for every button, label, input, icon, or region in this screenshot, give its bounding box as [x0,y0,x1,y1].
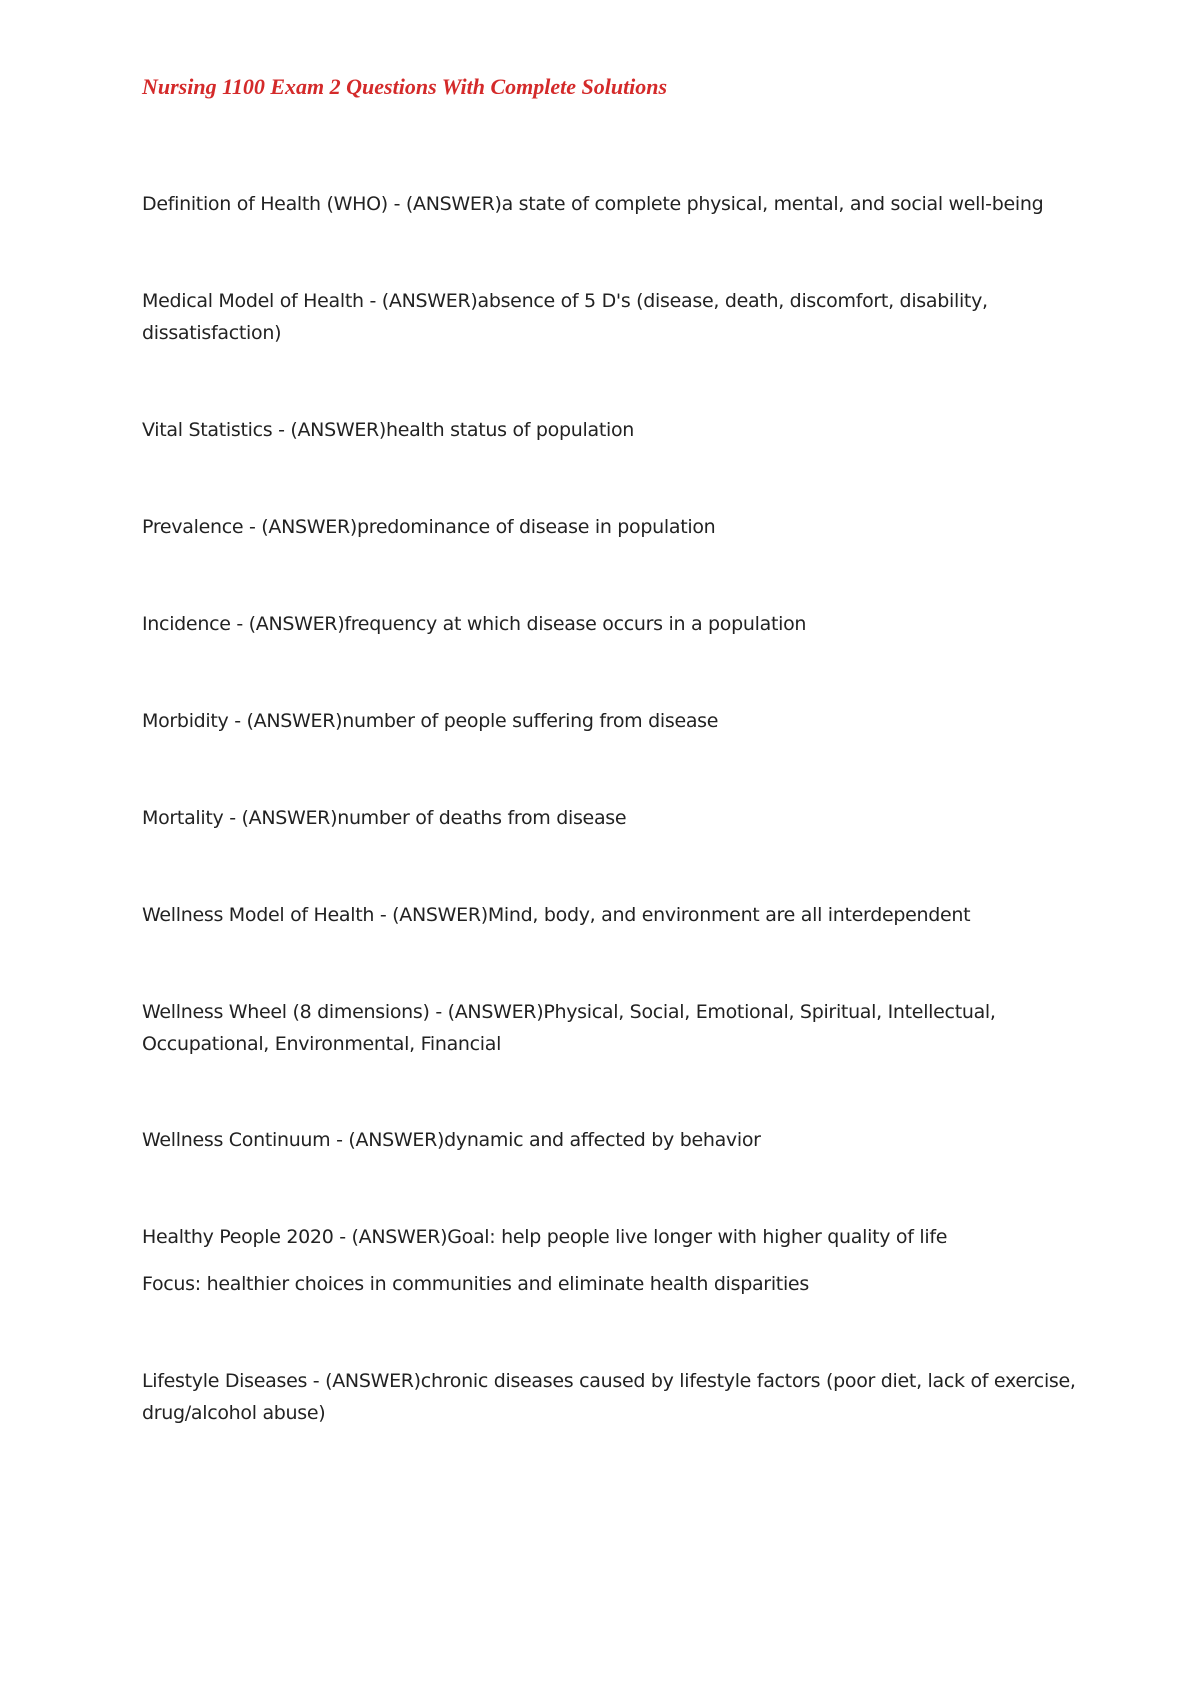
qa-item-mortality [142,802,1042,834]
qa-line: Medical Model of Health - (ANSWER)absence of 5 D's (disease, death, discomfort, disability, [142,290,988,312]
qa-line: Wellness Wheel (8 dimensions) - (ANSWER)Physical, Social, Emotional, Spiritual, Intellectual, [142,1001,996,1023]
qa-item-vital-statistics [142,414,1042,446]
qa-item-wellness-continuum [142,1124,1042,1156]
qa-line: Wellness Continuum - (ANSWER)dynamic and affected by behavior [142,1129,761,1151]
qa-line: Healthy People 2020 - (ANSWER)Goal: help people live longer with higher quality of life [142,1226,948,1248]
qa-item-medical-model [142,285,1042,349]
qa-item-healthy-people-2020 [142,1221,1042,1300]
qa-line: Lifestyle Diseases - (ANSWER)chronic diseases caused by lifestyle factors (poor diet, lack of exercise, [142,1370,1076,1392]
qa-line: Wellness Model of Health - (ANSWER)Mind, body, and environment are all interdependent [142,904,971,926]
qa-line: Incidence - (ANSWER)frequency at which disease occurs in a population [142,613,807,635]
qa-line: Vital Statistics - (ANSWER)health status of population [142,419,635,441]
qa-line: Mortality - (ANSWER)number of deaths from disease [142,807,627,829]
qa-line: Focus: healthier choices in communities and eliminate health disparities [142,1273,809,1295]
document-title: Nursing 1100 Exam 2 Questions With Complete Solutions [142,74,668,99]
qa-item-wellness-model [142,899,1042,931]
qa-item-wellness-wheel [142,996,1042,1060]
qa-line: Definition of Health (WHO) - (ANSWER)a state of complete physical, mental, and social well-being [142,193,1044,215]
qa-line: Prevalence - (ANSWER)predominance of disease in population [142,516,716,538]
qa-item-morbidity [142,705,1042,737]
qa-line: Morbidity - (ANSWER)number of people suffering from disease [142,710,719,732]
qa-item-incidence [142,608,1042,640]
qa-line: dissatisfaction) [142,322,282,344]
qa-line: drug/alcohol abuse) [142,1402,326,1424]
qa-item-health-definition [142,188,1042,220]
qa-item-prevalence [142,511,1042,543]
qa-line: Occupational, Environmental, Financial [142,1033,502,1055]
qa-item-lifestyle-diseases [142,1365,1076,1429]
